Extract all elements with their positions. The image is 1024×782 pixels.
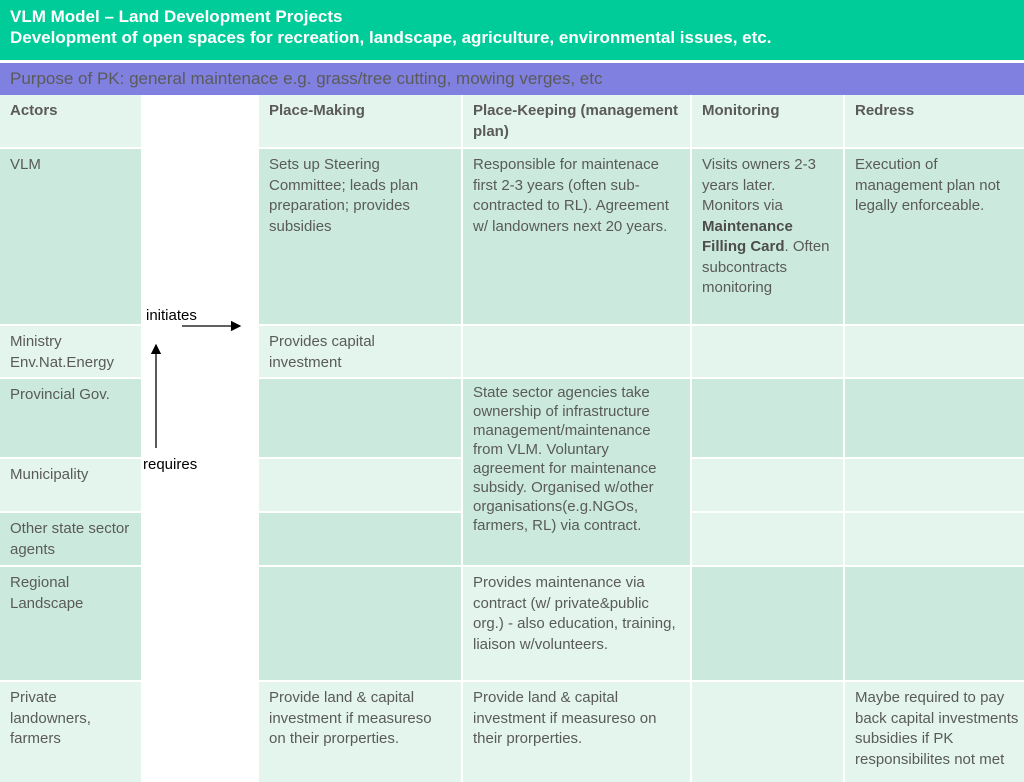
private-place-making: Provide land & capital investment if measureso on their prorperties.: [259, 682, 461, 782]
municipality-place-making: [259, 459, 461, 511]
purpose-banner: Purpose of PK: general maintenace e.g. grass/tree cutting, mowing verges, etc: [0, 63, 1024, 95]
regional-place-keeping: Provides maintenance via contract (w/ private&public org.) - also education, training, liaison w/volunteers.: [463, 567, 690, 680]
ministry-place-making: Provides capital investment: [259, 326, 461, 377]
regional-place-making: [259, 567, 461, 680]
vlm-place-keeping: Responsible for maintenace first 2-3 years (often sub-contracted to RL). Agreement w/ landowners next 20 years.: [463, 149, 690, 324]
other-state-monitoring: [692, 513, 843, 565]
private-place-keeping: Provide land & capital investment if measureso on their prorperties.: [463, 682, 690, 782]
col-header-monitoring: Monitoring: [692, 95, 843, 147]
other-state-place-making: [259, 513, 461, 565]
other-state-redress: [845, 513, 1024, 565]
slide-title: VLM Model – Land Development Projects: [10, 7, 343, 26]
ministry-place-keeping: [463, 326, 690, 377]
slide-subtitle: Development of open spaces for recreation, landscape, agriculture, environmental issues, etc.: [10, 28, 772, 47]
vlm-monitoring-pre: Visits owners 2-3 years later. Monitors via: [702, 156, 816, 214]
private-redress: Maybe required to pay back capital investments subsidies if PK responsibilites not met: [845, 682, 1024, 782]
vlm-redress: Execution of management plan not legally enforceable.: [845, 149, 1024, 324]
col-header-place-making: Place-Making: [259, 95, 461, 147]
vlm-place-making: Sets up Steering Committee; leads plan preparation; provides subsidies: [259, 149, 461, 324]
actor-regional: Regional Landscape: [0, 567, 141, 680]
private-monitoring: [692, 682, 843, 782]
ministry-monitoring: [692, 326, 843, 377]
actor-other-state: Other state sector agents: [0, 513, 141, 565]
col-header-actors: Actors: [0, 95, 141, 147]
col-header-redress: Redress: [845, 95, 1024, 147]
provincial-monitoring: [692, 379, 843, 457]
state-place-keeping: State sector agencies take ownership of infrastructure management/maintenance from VLM. Voluntary agreement for maintenance subsidy. Organised w/other organisations(e.g.NGOs, farmers, RL) via contract.: [463, 379, 690, 565]
municipality-redress: [845, 459, 1024, 511]
provincial-place-making: [259, 379, 461, 457]
regional-redress: [845, 567, 1024, 680]
col-header-place-keeping: Place-Keeping (management plan): [463, 95, 690, 147]
municipality-monitoring: [692, 459, 843, 511]
vlm-table: [0, 95, 1024, 768]
slide-header: [0, 0, 1024, 60]
regional-monitoring: [692, 567, 843, 680]
actor-provincial: Provincial Gov.: [0, 379, 141, 457]
initiates-label: initiates: [146, 307, 197, 324]
vlm-monitoring: [692, 149, 843, 324]
vlm-monitoring-post: . Often subcontracts monitoring: [702, 238, 830, 296]
actor-vlm: VLM: [0, 149, 141, 324]
actor-private: Private landowners, farmers: [0, 682, 141, 782]
provincial-redress: [845, 379, 1024, 457]
requires-label: requires: [143, 456, 198, 473]
arrow-gutter: [143, 95, 257, 782]
actor-ministry: Ministry Env.Nat.Energy: [0, 326, 141, 377]
ministry-redress: [845, 326, 1024, 377]
actor-municipality: Municipality: [0, 459, 141, 511]
maintenance-filling-card: Maintenance Filling Card: [702, 217, 793, 255]
